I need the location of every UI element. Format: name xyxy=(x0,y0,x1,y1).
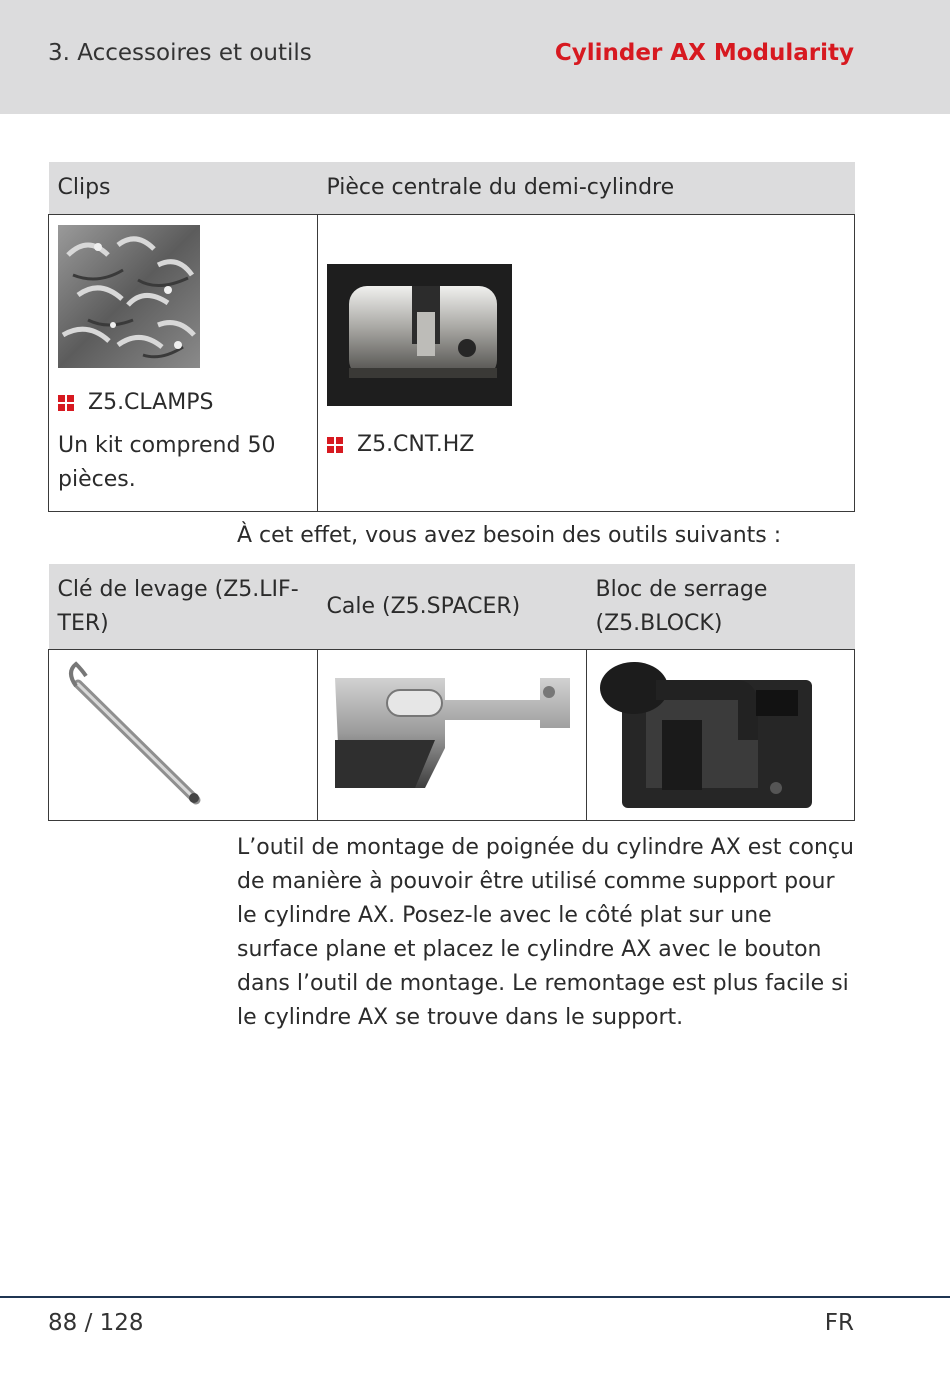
clips-code: Z5.CLAMPS xyxy=(88,390,214,415)
clips-cell xyxy=(49,215,318,512)
tools-table xyxy=(48,564,855,821)
lifter-header: Clé de levage (Z5.LIFTER) xyxy=(49,564,318,650)
product-code-icon xyxy=(327,437,343,453)
block-header: Bloc de serrage (Z5.BLOCK) xyxy=(587,564,855,650)
center-piece-product-line xyxy=(327,432,845,457)
center-piece-photo xyxy=(327,264,512,406)
center-piece-header: Pièce centrale du demi-cylindre xyxy=(318,162,855,215)
lifter-tool-photo xyxy=(58,660,208,810)
parts-table xyxy=(48,162,855,512)
footer-divider xyxy=(0,1296,950,1298)
spacer-tool-photo xyxy=(327,670,577,795)
clips-note: Un kit comprend 50 pièces. xyxy=(58,433,276,492)
product-name: Cylinder AX Modularity xyxy=(554,40,854,66)
section-title: 3. Accessoires et outils xyxy=(48,40,312,66)
clips-product-line xyxy=(58,390,308,415)
block-cell xyxy=(587,650,855,821)
page-header xyxy=(0,0,950,114)
center-piece-code: Z5.CNT.HZ xyxy=(357,432,475,457)
lifter-cell xyxy=(49,650,318,821)
block-tool-photo xyxy=(596,660,816,810)
center-piece-cell xyxy=(318,215,855,512)
spacer-cell xyxy=(318,650,587,821)
clips-photo xyxy=(58,225,200,368)
spacer-header: Cale (Z5.SPACER) xyxy=(318,564,587,650)
product-code-icon xyxy=(58,395,74,411)
page-number: 88 / 128 xyxy=(48,1310,144,1336)
tools-intro: À cet effet, vous avez besoin des outils suivants : xyxy=(237,523,782,548)
mounting-tool-description: L’outil de montage de poignée du cylindre AX est conçu de manière à pouvoir être utilisé comme support pour le cylindre AX. Posez-le avec le côté plat sur une surface plane et placez le cylindre AX avec le bouton dans l’outil de montage. Le remontage est plus facile si le cylindre AX se trouve dans le support. xyxy=(237,835,854,1030)
clips-header: Clips xyxy=(49,162,318,215)
language-code: FR xyxy=(824,1310,854,1336)
